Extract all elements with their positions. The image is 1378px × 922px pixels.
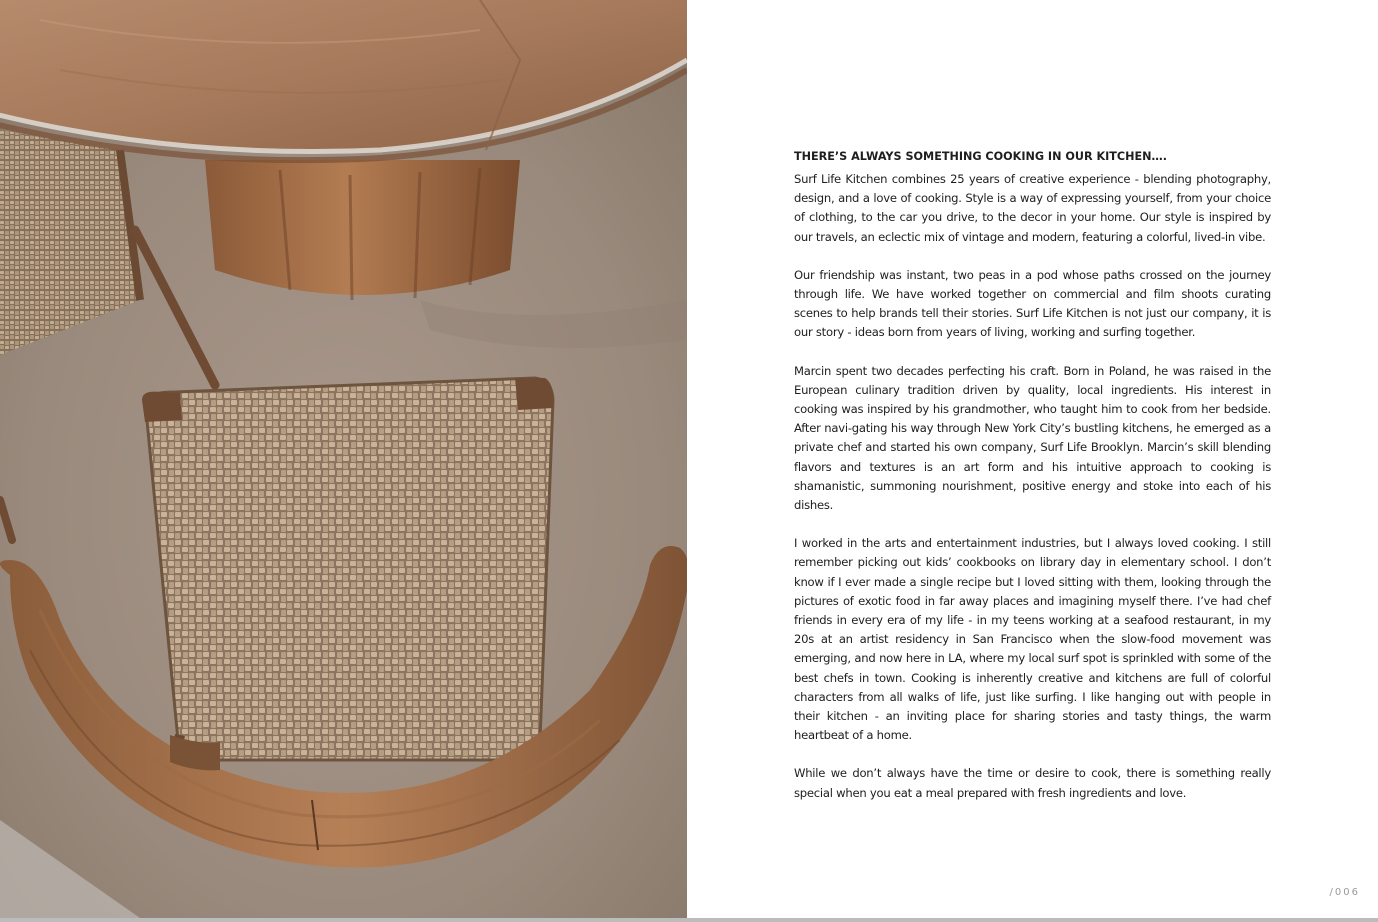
article-heading: THERE’S ALWAYS SOMETHING COOKING IN OUR KITCHEN…. bbox=[794, 150, 1167, 163]
page-number: /006 bbox=[1329, 887, 1360, 898]
text-page bbox=[687, 0, 1378, 918]
paragraph-intro: Surf Life Kitchen combines 25 years of creative experience - blending photography, design, and a love of cooking. Style is a way of expressing yourself, from your choice of clothing, to the car you drive, to the decor in your home. Our style is inspired by our travels, an eclectic mix of vintage and modern, featuring a colorful, lived-in vibe. bbox=[794, 172, 1271, 244]
article-body bbox=[794, 149, 1271, 822]
paragraph-closing: While we don’t always have the time or desire to cook, there is something really special when you eat a meal prepared with fresh ingredients and love. bbox=[794, 766, 1271, 800]
paragraph-author: I worked in the arts and entertainment industries, but I always loved cooking. I still remember picking out kids’ cookbooks on library day in elementary school. I don’t know if I ever made a single recipe but I loved sitting with them, looking through the pictures of exotic food in far away places and imagining myself there. I’ve had chef friends in every era of my life - in my teens working at a seafood restaurant, in my 20s at an artist residency in San Francisco when the slow-food movement was emerging, and now here in LA, where my local surf spot is sprinkled with some of the best chefs in town. Cooking is inherently creative and kitchens are full of colorful characters from all walks of life, just like surfing. I like hanging out with people in their kitchen - an inviting place for sharing stories and tasty things, the warm heartbeat of a home. bbox=[794, 536, 1271, 743]
paragraph-marcin: Marcin spent two decades perfecting his craft. Born in Poland, he was raised in the European culinary tradition driven by quality, local ingredients. His interest in cooking was inspired by his grandmother, who taught him to cook from her bedside. After navi-gating his way through New York City’s bustling kitchens, he emerged as a private chef and started his own company, Surf Life Brooklyn. Marcin’s skill blending flavors and textures is an art form and his intuitive approach to cooking is shamanistic, summoning nourishment, positive energy and stoke into each of his dishes. bbox=[794, 363, 1271, 513]
table-and-chairs-photo bbox=[0, 0, 687, 918]
paragraph-friendship: Our friendship was instant, two peas in a pod whose paths crossed on the journey through life. We have worked together on commercial and film shoots curating scenes to help brands tell their stories. Surf Life Kitchen is not just our company, it is our story - ideas born from years of living, working and surfing together. bbox=[794, 267, 1271, 340]
bottom-edge-bar bbox=[0, 918, 1378, 922]
